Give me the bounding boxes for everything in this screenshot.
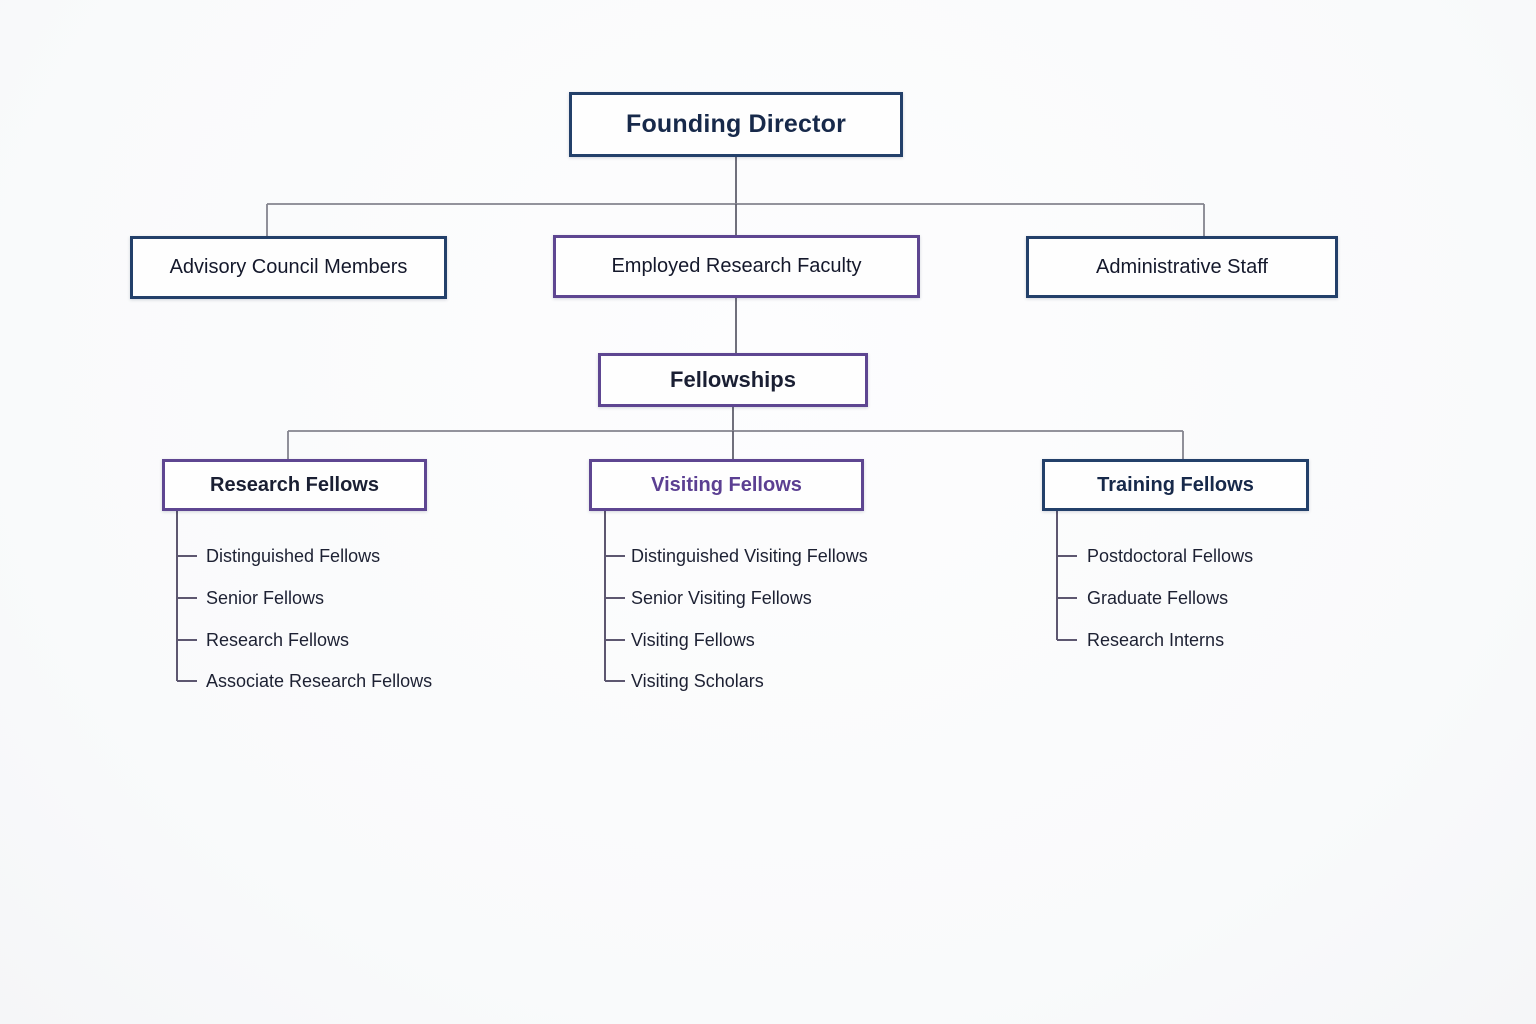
list-item-distinguished-visiting-fellows: Distinguished Visiting Fellows — [631, 546, 868, 566]
list-item-research-interns: Research Interns — [1087, 630, 1225, 650]
list-item-research-fellows: Research Fellows — [206, 630, 350, 650]
node-label: Research Fellows — [210, 473, 379, 496]
node-visiting-fellows — [589, 459, 864, 511]
node-founding-director — [569, 92, 903, 157]
node-advisory-council-members — [130, 236, 447, 299]
list-item-senior-visiting-fellows: Senior Visiting Fellows — [631, 588, 812, 608]
node-administrative-staff — [1026, 236, 1338, 298]
node-employed-research-faculty — [553, 235, 920, 298]
node-training-fellows — [1042, 459, 1309, 511]
node-label: Employed Research Faculty — [611, 255, 862, 277]
node-label: Training Fellows — [1097, 473, 1254, 496]
list-item-senior-fellows: Senior Fellows — [206, 588, 325, 608]
node-fellowships — [598, 353, 868, 407]
list-item-graduate-fellows: Graduate Fellows — [1087, 588, 1229, 608]
list-item-associate-research-fellows: Associate Research Fellows — [206, 671, 433, 691]
node-label: Visiting Fellows — [651, 473, 802, 496]
node-research-fellows — [162, 459, 427, 511]
node-label: Administrative Staff — [1096, 255, 1268, 278]
node-label: Fellowships — [670, 367, 796, 392]
list-item-distinguished-fellows: Distinguished Fellows — [206, 546, 381, 566]
node-label: Founding Director — [625, 110, 847, 138]
list-item-visiting-scholars: Visiting Scholars — [631, 671, 764, 691]
node-label: Advisory Council Members — [169, 256, 408, 278]
list-item-postdoctoral-fellows: Postdoctoral Fellows — [1087, 546, 1254, 566]
list-item-visiting-fellows: Visiting Fellows — [631, 630, 755, 650]
